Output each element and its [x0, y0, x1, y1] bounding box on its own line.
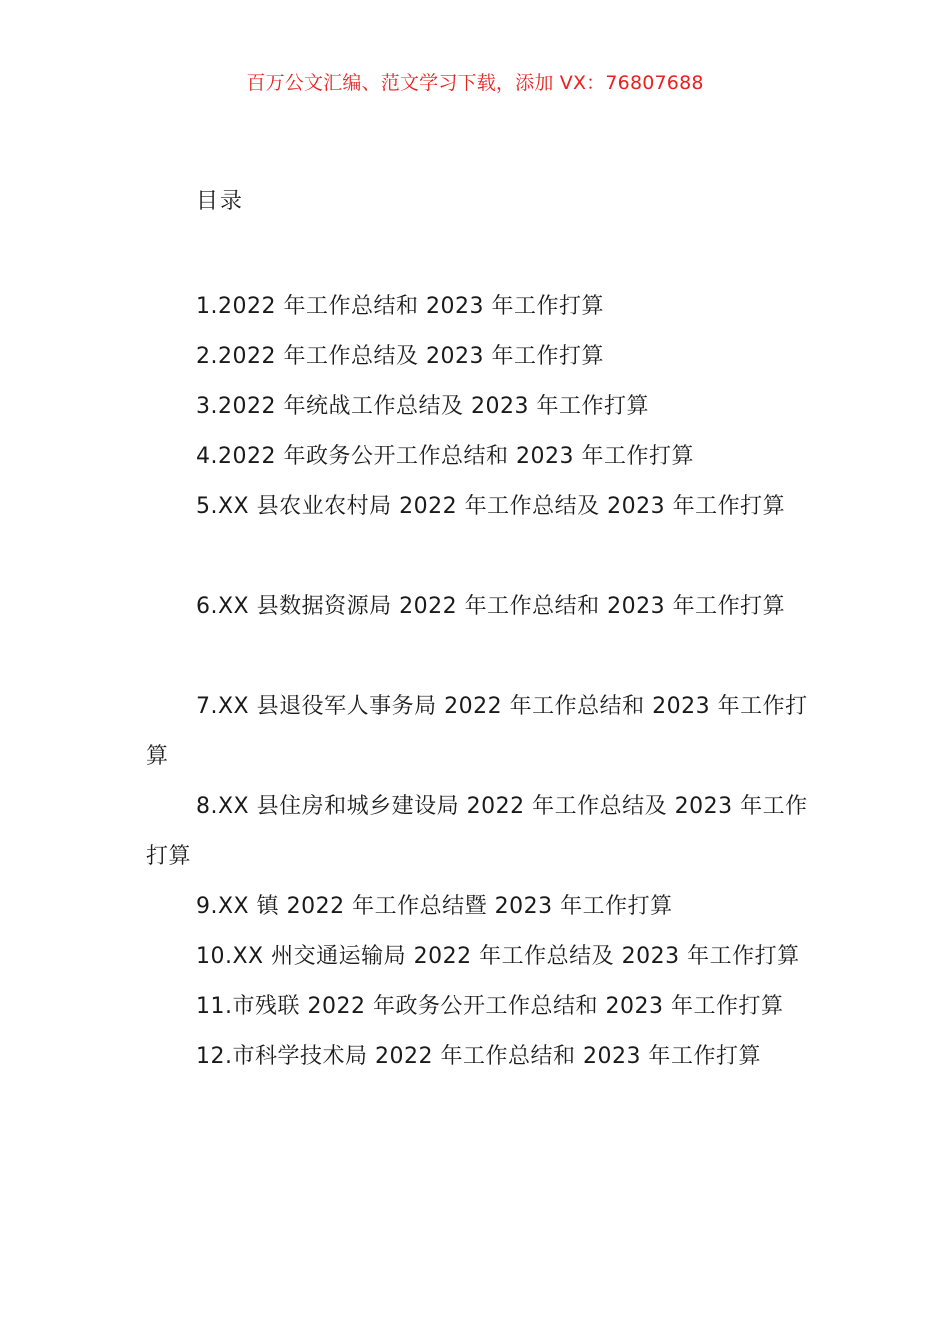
toc-item-5[interactable]: 5.XX 县农业农村局 2022 年工作总结及 2023 年工作打算: [196, 494, 786, 519]
header-banner: 百万公文汇编、范文学习下载，添加 VX：76807688: [246, 72, 704, 94]
toc-item-3[interactable]: 3.2022 年统战工作总结及 2023 年工作打算: [196, 394, 649, 419]
toc-item-1[interactable]: 1.2022 年工作总结和 2023 年工作打算: [196, 294, 604, 319]
toc-item-6[interactable]: 6.XX 县数据资源局 2022 年工作总结和 2023 年工作打算: [196, 594, 786, 619]
toc-item-11[interactable]: 11.市残联 2022 年政务公开工作总结和 2023 年工作打算: [196, 994, 784, 1019]
toc-item-7[interactable]: 7.XX 县退役军人事务局 2022 年工作总结和 2023 年工作打算: [146, 694, 808, 769]
toc-item-4[interactable]: 4.2022 年政务公开工作总结和 2023 年工作打算: [196, 444, 694, 469]
toc-item-9[interactable]: 9.XX 镇 2022 年工作总结暨 2023 年工作打算: [196, 894, 673, 919]
toc-title: 目录: [196, 189, 245, 214]
toc-item-2[interactable]: 2.2022 年工作总结及 2023 年工作打算: [196, 344, 604, 369]
toc-list: [146, 282, 811, 1082]
toc-item-12[interactable]: 12.市科学技术局 2022 年工作总结和 2023 年工作打算: [196, 1044, 761, 1069]
toc-item-10[interactable]: 10.XX 州交通运输局 2022 年工作总结及 2023 年工作打算: [196, 944, 800, 969]
toc-item-8[interactable]: 8.XX 县住房和城乡建设局 2022 年工作总结及 2023 年工作打算: [146, 794, 808, 869]
